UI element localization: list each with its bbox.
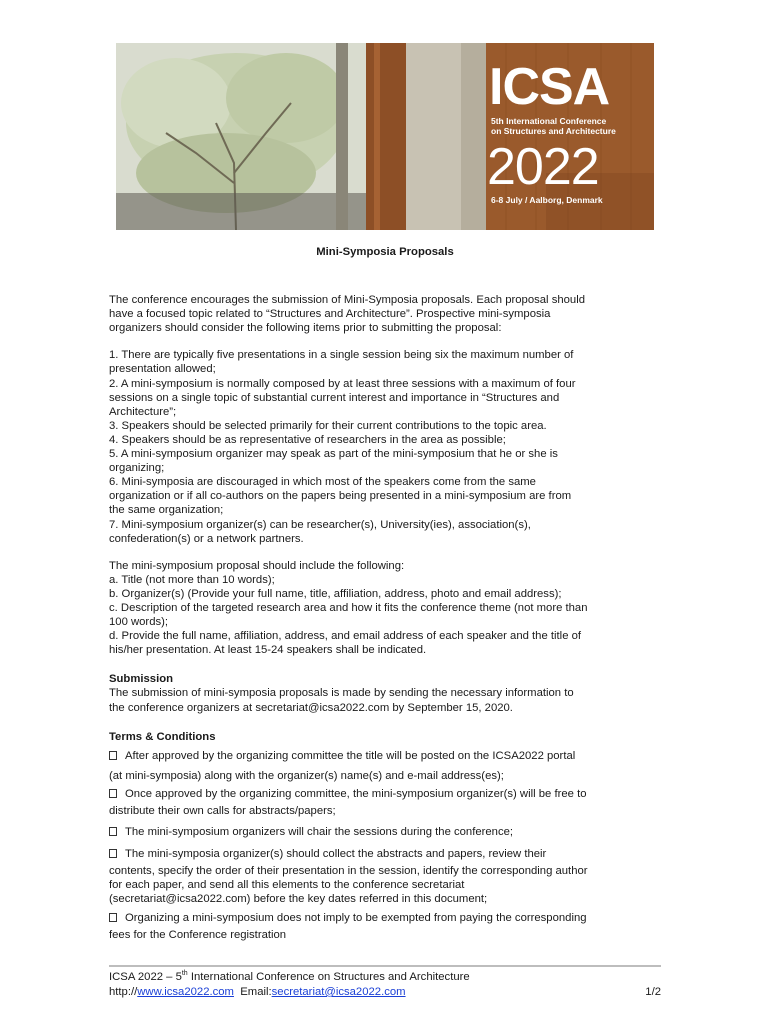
footer-divider [109,965,661,967]
checkbox-icon [109,751,117,760]
logo-year: 2022 [487,138,599,196]
list-item: the same organization; [109,504,224,517]
document-title: Mini-Symposia Proposals [316,246,454,258]
terms-item-text: The mini-symposium organizers will chair the sessions during the conference; [125,825,514,838]
proposal-requirements [109,559,661,658]
footer-text: ICSA 2022 – 5 [109,971,182,983]
email-label: Email: [240,986,272,998]
list-item: 6. Mini-symposia are discouraged in which most of the speakers come from the same [109,476,536,489]
terms-item-text: fees for the Conference registration [109,929,287,942]
terms-item-text: distribute their own calls for abstracts/papers; [109,804,336,817]
terms-item-text: (secretariat@icsa2022.com) before the key dates referred in this document; [109,893,488,905]
terms-item-text: (at mini-symposia) along with the organizer(s) name(s) and e-mail address(es); [109,769,504,782]
proposal-line: The mini-symposium proposal should include the following: [109,559,405,572]
intro-line: have a focused topic related to “Structures and Architecture”. Prospective mini-symposia [109,308,551,321]
terms-item [109,784,661,818]
terms-item-text: contents, specify the order of their presentation in the session, identify the corresponding author [109,864,588,877]
terms-heading: Terms & Conditions [109,730,216,743]
list-item: organizing; [109,462,165,475]
list-item: organization or if all co-authors on the papers being presented in a mini-symposium are from [109,490,572,503]
numbered-list [109,348,661,545]
list-item: 7. Mini-symposium organizer(s) can be researcher(s), University(ies), association(s), [109,518,531,531]
website-link[interactable]: www.icsa2022.com [137,986,234,998]
intro-line: organizers should consider the following items prior to submitting the proposal: [109,322,502,335]
footer-superscript: th [181,970,188,978]
terms-item-text: After approved by the organizing committee the title will be posted on the ICSA2022 portal [125,749,576,762]
intro-line: The conference encourages the submission of Mini-Symposia proposals. Each proposal should [109,294,585,307]
terms-item [109,844,661,906]
terms-list [109,746,661,942]
proposal-line: b. Organizer(s) (Provide your full name, title, affiliation, address, photo and email address); [109,587,562,600]
terms-item-text: Organizing a mini-symposium does not imply to be exempted from paying the corresponding [125,912,587,925]
proposal-line: c. Description of the targeted research area and how it fits the conference theme (not more than [109,601,588,614]
list-item: 3. Speakers should be selected primarily for their current contributions to the topic area. [109,419,547,432]
proposal-line: d. Provide the full name, affiliation, address, and email address of each speaker and the title of [109,630,582,643]
submission-paragraph [109,686,661,714]
submission-line: the conference organizers at secretariat@icsa2022.com by September 15, 2020. [109,701,513,714]
list-item: confederation(s) or a network partners. [109,532,304,545]
checkbox-icon [109,789,117,798]
logo-dates: 6-8 July / Aalborg, Denmark [491,195,603,205]
page-footer [109,970,661,1000]
terms-item [109,822,661,842]
submission-heading: Submission [109,673,174,686]
intro-paragraph [109,293,661,335]
checkbox-icon [109,827,117,836]
proposal-line: 100 words); [109,616,169,629]
list-item: 4. Speakers should be as representative of researchers in the area as possible; [109,433,506,446]
proposal-line: a. Title (not more than 10 words); [109,573,275,586]
url-prefix: http:// [109,986,138,998]
icsa-logo [486,43,654,230]
submission-line: The submission of mini-symposia proposals is made by sending the necessary information to [109,687,574,700]
terms-item [109,908,661,942]
header-banner-image [116,43,654,230]
logo-subtitle [491,116,651,136]
email-link[interactable]: secretariat@icsa2022.com [271,986,406,998]
list-item: sessions on a single topic of substantial current interest and importance in “Structures and [109,391,560,404]
logo-subtitle-line1: 5th International Conference [491,116,607,126]
terms-item [109,746,661,786]
footer-text: International Conference on Structures and Architecture [187,971,470,983]
logo-subtitle-line2: on Structures and Architecture [491,126,616,136]
terms-item-text: for each paper, and send all this elements to the conference secretariat [109,878,465,891]
checkbox-icon [109,913,117,922]
list-item: presentation allowed; [109,363,216,376]
footer-contact-line [109,985,661,1000]
terms-item-text: The mini-symposia organizer(s) should collect the abstracts and papers, review their [125,847,547,860]
terms-item-text: Once approved by the organizing committee, the mini-symposium organizer(s) will be free to [125,787,587,800]
document-body [109,245,661,942]
list-item: 1. There are typically five presentations in a single session being six the maximum number of [109,349,574,362]
proposal-line: his/her presentation. At least 15-24 speakers shall be indicated. [109,644,427,657]
page-number: 1/2 [645,986,661,998]
list-item: 2. A mini-symposium is normally composed by at least three sessions with a maximum of four [109,377,576,390]
list-item: 5. A mini-symposium organizer may speak as part of the mini-symposium that he or she is [109,448,558,461]
list-item: Architecture”; [109,405,177,418]
logo-title: ICSA [489,58,610,116]
footer-conference-line [109,970,661,985]
checkbox-icon [109,849,117,858]
